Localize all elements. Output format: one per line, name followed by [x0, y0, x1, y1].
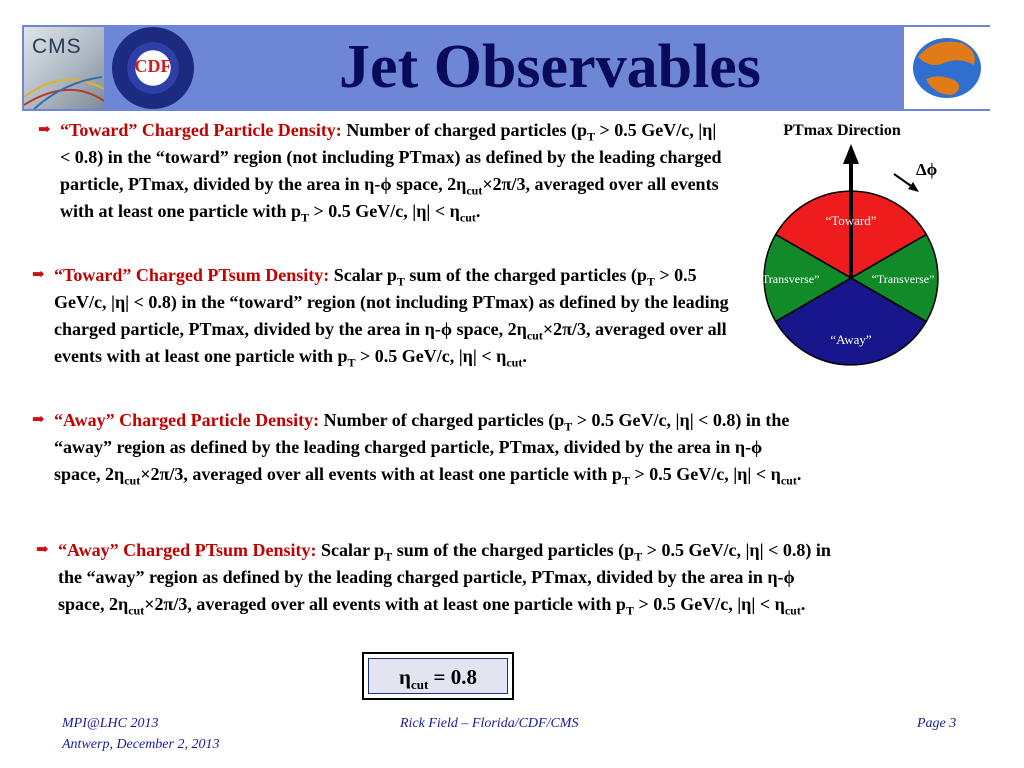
arrow-bullet-icon: ➡: [32, 267, 45, 283]
bullet-text: > 0.5 GeV/c, |η| < η: [629, 464, 781, 484]
bullet-text: ×2π/3, averaged over all events with at least one particle with p: [60, 174, 719, 221]
subscript: T: [564, 419, 573, 434]
subscript: T: [384, 549, 393, 564]
eta-cut-value: [368, 658, 508, 694]
bullet-text: ×2π/3, averaged over all events with at least one particle with p: [54, 319, 727, 366]
ptmax-arrow-head-icon: [843, 144, 859, 164]
away-label: “Away”: [830, 332, 872, 347]
bullet-text: .: [796, 464, 802, 484]
bullet-text: sum of the charged particles (p: [404, 265, 647, 285]
subscript: T: [300, 210, 309, 225]
cdf-logo: [112, 27, 194, 109]
eta-cut-number: = 0.8: [428, 665, 477, 689]
cdf-logo-text: CDF: [134, 56, 172, 76]
bullet-text: .: [475, 201, 481, 221]
subscript: cut: [459, 210, 476, 225]
bullet-heading: “Toward” Charged PTsum Density:: [54, 265, 330, 285]
bullet-text: Scalar p: [316, 540, 385, 560]
bullet-text: > 0.5 GeV/c, |η| < 0.8) in the “away” region as defined by the leading charged particle, PTmax, divided by the area in η-ϕ space, 2η: [58, 540, 831, 614]
transverse-right-label: “Transverse”: [871, 272, 935, 286]
subscript: T: [625, 603, 634, 618]
bullet-heading: “Away” Charged PTsum Density:: [58, 540, 317, 560]
cms-logo-tracks-icon: [24, 27, 104, 109]
bullet-text: Number of charged particles (p: [341, 120, 587, 140]
ptmax-direction-label: PTmax Direction: [783, 122, 901, 139]
bullet-heading: “Toward” Charged Particle Density:: [60, 120, 342, 140]
subscript: cut: [466, 183, 483, 198]
delta-phi-arrow-head-icon: [908, 182, 919, 192]
subscript: cut: [780, 473, 797, 488]
subscript: cut: [124, 473, 141, 488]
arrow-bullet-icon: ➡: [38, 122, 51, 138]
toward-label: “Toward”: [825, 213, 877, 228]
cms-logo-text: CMS: [32, 35, 82, 58]
bullet-text: > 0.5 GeV/c, |η| < 0.8) in the “toward” region (not including PTmax) as defined by the leading charged particle, PTmax, divided by the area in η-ϕ space, 2η: [60, 120, 722, 194]
subscript: cut: [784, 603, 801, 618]
region-diagram: [738, 118, 968, 378]
bullet-heading: “Away” Charged Particle Density:: [54, 410, 320, 430]
footer-date: Antwerp, December 2, 2013: [62, 737, 220, 752]
bullet-away-particle-density: [32, 407, 804, 488]
subscript: T: [646, 274, 655, 289]
bullet-text: .: [800, 594, 806, 614]
bullet-toward-particle-density: [38, 117, 725, 225]
globe-logo-icon: [904, 27, 990, 109]
subscript: T: [586, 129, 595, 144]
globe-logo: [904, 27, 990, 109]
subscript: cut: [128, 603, 145, 618]
page-title: Jet Observables: [339, 33, 761, 101]
footer-author: Rick Field – Florida/CDF/CMS: [400, 716, 579, 731]
cms-logo: [24, 27, 104, 109]
subscript: cut: [526, 328, 543, 343]
transverse-left-label: “Transverse”: [756, 272, 820, 286]
bullet-text: > 0.5 GeV/c, |η| < η: [355, 346, 507, 366]
delta-phi-label: Δϕ: [916, 160, 938, 179]
bullet-text: .: [522, 346, 527, 366]
bullet-text: > 0.5 GeV/c, |η| < 0.8) in the “away” region as defined by the leading charged particle, PTmax, divided by the area in η-ϕ space, 2η: [54, 410, 790, 484]
bullet-away-ptsum-density: [36, 537, 838, 618]
subscript: T: [396, 274, 405, 289]
bullet-toward-ptsum-density: [32, 262, 744, 370]
bullet-text: > 0.5 GeV/c, |η| < η: [633, 594, 785, 614]
bullet-text: ×2π/3, averaged over all events with at least one particle with p: [144, 594, 626, 614]
footer-conference: MPI@LHC 2013: [62, 716, 159, 731]
subscript: cut: [410, 677, 429, 693]
subscript: T: [347, 355, 356, 370]
eta-cut-box: [362, 652, 514, 700]
arrow-bullet-icon: ➡: [32, 412, 45, 428]
bullet-text: > 0.5 GeV/c, |η| < 0.8) in the “toward” region (not including PTmax) as defined by the leading charged particle, PTmax, divided by the area in η-ϕ space, 2η: [54, 265, 729, 339]
bullet-text: Scalar p: [329, 265, 397, 285]
footer-page-number: Page 3: [917, 716, 957, 731]
subscript: cut: [506, 355, 523, 370]
arrow-bullet-icon: ➡: [36, 542, 49, 558]
bullet-text: Number of charged particles (p: [319, 410, 565, 430]
eta-symbol: η: [399, 665, 411, 689]
bullet-text: sum of the charged particles (p: [392, 540, 635, 560]
bullet-text: > 0.5 GeV/c, |η| < η: [309, 201, 460, 221]
subscript: T: [621, 473, 630, 488]
bullet-text: ×2π/3, averaged over all events with at least one particle with p: [140, 464, 622, 484]
subscript: T: [634, 549, 643, 564]
